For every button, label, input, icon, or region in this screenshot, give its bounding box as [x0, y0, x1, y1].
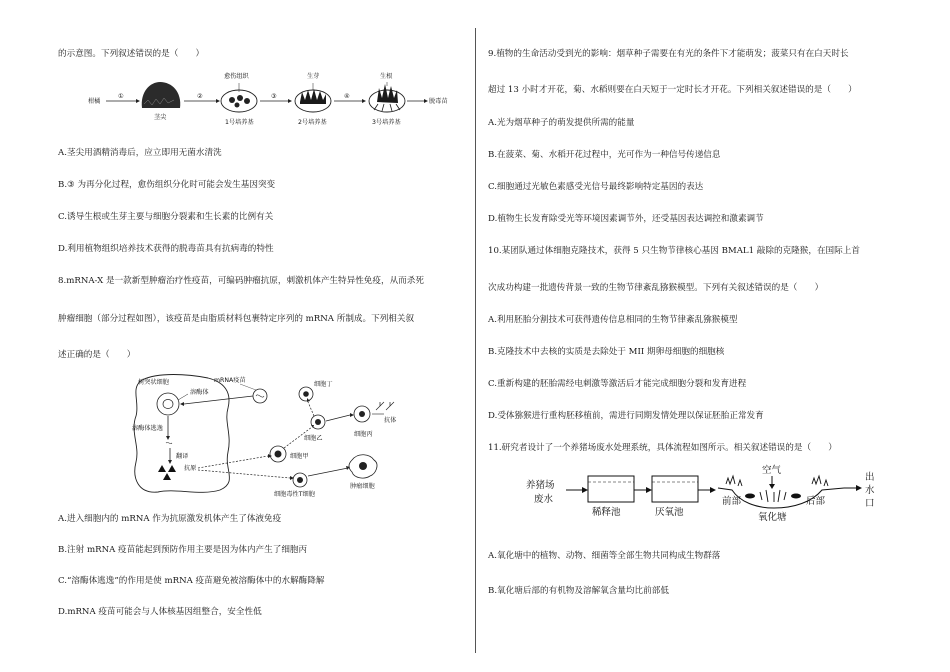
figure-label-stem-tip: 茎尖 [154, 114, 167, 121]
figure-label-step-2: ② [197, 93, 203, 100]
question-8-option-c: C.“溶酶体逃逸”的作用是使 mRNA 疫苗避免被溶酶体中的水解酶降解 [58, 576, 325, 586]
right-column [488, 0, 898, 672]
figure-label-step-1: ① [118, 93, 124, 100]
question-9-option-a: A.光为烟草种子的萌发提供所需的能量 [488, 118, 635, 128]
label-cell-ding: 细胞丁 [314, 381, 333, 388]
figure-label-root: 生根 [380, 73, 393, 80]
label-cytotoxic-t-cell: 细胞毒性T细胞 [274, 491, 315, 498]
question-11-line-1: 11.研究者设计了一个养猪场废水处理系统，具体流程如图所示。相关叙述错误的是（ ） [488, 443, 837, 453]
label-cell-bing: 细胞丙 [354, 431, 373, 438]
figure-label-medium-2: 2号培养基 [298, 119, 327, 126]
question-10-line-2: 次成功构建一批遗传背景一致的生物节律紊乱猕猴模型。下列有关叙述错误的是（ ） [488, 283, 824, 293]
question-8-option-d: D.mRNA 疫苗可能会与人体核基因组整合，安全性低 [58, 607, 262, 617]
anaerobic-tank [652, 476, 698, 502]
label-back-part: 后部 [806, 496, 826, 507]
figure-label-step-4: ④ [344, 93, 350, 100]
label-mrna-vaccine: mRNA疫苗 [214, 377, 246, 384]
question-9-line-2: 超过 13 小时才开花，菊、水稻则要在白天短于一定时长才开花。下列相关叙述错误的是（ ） [488, 85, 857, 95]
question-10-option-b: B.克隆技术中去核的实质是去除处于 MII 期卵母细胞的细胞核 [488, 347, 725, 357]
dilution-tank [588, 476, 634, 502]
culture-dish-1 [221, 90, 257, 112]
label-pig-farm: 养猪场 [526, 480, 555, 491]
label-outlet-2: 水 [865, 485, 875, 496]
label-oxidation-pond: 氧化塘 [758, 512, 787, 523]
antigen-triangle [158, 465, 166, 472]
question-8-option-b: B.注射 mRNA 疫苗能起到预防作用主要是因为体内产生了细胞丙 [58, 545, 308, 555]
question-9-option-c: C.细胞通过光敏色素感受光信号最终影响特定基因的表达 [488, 182, 704, 192]
question-9-option-b: B.在菠菜、菊、水稻开花过程中，光可作为一种信号传递信息 [488, 150, 721, 160]
question-9-line-1: 9.植物的生命活动受到光的影响：烟草种子需要在有光的条件下才能萌发；菠菜只有在白天时长 [488, 49, 849, 59]
label-cell-yi: 细胞乙 [304, 435, 323, 442]
question-8-line-2: 肿瘤细胞（部分过程如图），该疫苗是由脂质材料包裹特定序列的 mRNA 所制成。下列相关叙 [58, 314, 415, 324]
question-7-option-a: A.茎尖用酒精消毒后，应立即用无菌水清洗 [58, 148, 222, 158]
question-7-option-d: D.利用植物组织培养技术获得的脱毒苗具有抗病毒的特性 [58, 244, 274, 254]
stem-tip-blob [142, 82, 181, 108]
question-7-figure [88, 70, 458, 134]
label-cell-jia: 细胞甲 [290, 453, 309, 460]
question-11-option-a: A.氧化塘中的植物、动物、细菌等全部生物共同构成生物群落 [488, 551, 721, 561]
question-8-figure [128, 370, 398, 498]
label-translation: 翻译 [176, 453, 189, 460]
figure-label-step-3: ③ [271, 93, 277, 100]
question-11-option-b: B.氧化塘后部的有机物及溶解氧含量均比前部低 [488, 586, 669, 596]
question-10-option-a: A.利用胚胎分割技术可获得遗传信息相同的生物节律紊乱猕猴模型 [488, 315, 738, 325]
question-10-line-1: 10.某团队通过体细胞克隆技术，获得 5 只生物节律核心基因 BMAL1 敲除的克隆猴，在国际上首 [488, 246, 860, 256]
figure-label-medium-1: 1号培养基 [225, 119, 254, 126]
column-divider [475, 28, 476, 653]
label-dendritic-cell: 树突状细胞 [138, 379, 169, 386]
label-wastewater: 废水 [534, 494, 554, 505]
label-air: 空气 [762, 465, 782, 476]
label-lysosome: 溶酶体 [190, 389, 209, 396]
figure-label-sprout: 生芽 [307, 73, 320, 80]
left-column [58, 0, 470, 672]
label-lysosome-escape: 溶酶体逃逸 [132, 425, 163, 432]
label-antibody: 抗体 [384, 417, 397, 424]
label-antigen: 抗原 [184, 465, 197, 472]
figure-label-citrus: 柑橘 [88, 98, 101, 105]
question-10-option-c: C.重新构建的胚胎需经电刺激等激活后才能完成细胞分裂和发育进程 [488, 379, 747, 389]
label-tumor-cell: 肿瘤细胞 [350, 483, 375, 490]
question-7-option-b: B.③ 为再分化过程，愈伤组织分化时可能会发生基因突变 [58, 180, 276, 190]
label-dilution-tank: 稀释池 [592, 507, 621, 518]
question-9-option-d: D.植物生长发育除受光等环境因素调节外，还受基因表达调控和激素调节 [488, 214, 764, 224]
arrow-vaccine-uptake [184, 396, 253, 404]
label-front-part: 前部 [722, 496, 742, 507]
question-8-line-1: 8.mRNA-X 是一款新型肿瘤治疗性疫苗，可编码肿瘤抗原，刺激机体产生特异性免疫，从而杀死 [58, 276, 424, 286]
figure-label-callus: 愈伤组织 [224, 73, 249, 80]
question-10-option-d: D.受体猕猴进行重构胚移植前，需进行同期发情处理以保证胚胎正常发育 [488, 411, 764, 421]
plant-icon [726, 476, 742, 486]
question-11-figure [526, 462, 886, 526]
question-7-intro: 的示意图。下列叙述错误的是（ ） [58, 49, 205, 59]
question-7-option-c: C.诱导生根或生芽主要与细胞分裂素和生长素的比例有关 [58, 212, 274, 222]
label-anaerobic-tank: 厌氧池 [655, 507, 684, 518]
dendritic-cell-outline [134, 375, 229, 493]
figure-label-medium-3: 3号培养基 [372, 119, 401, 126]
label-outlet-3: 口 [865, 498, 875, 509]
label-outlet-1: 出 [865, 472, 875, 483]
fish-icon [745, 494, 755, 499]
figure-label-virus-free: 脱毒苗 [429, 98, 448, 105]
question-8-option-a: A.进入细胞内的 mRNA 作为抗原激发机体产生了体液免疫 [58, 514, 282, 524]
question-8-line-3: 述正确的是（ ） [58, 350, 136, 360]
lysosome-shape [157, 393, 179, 415]
